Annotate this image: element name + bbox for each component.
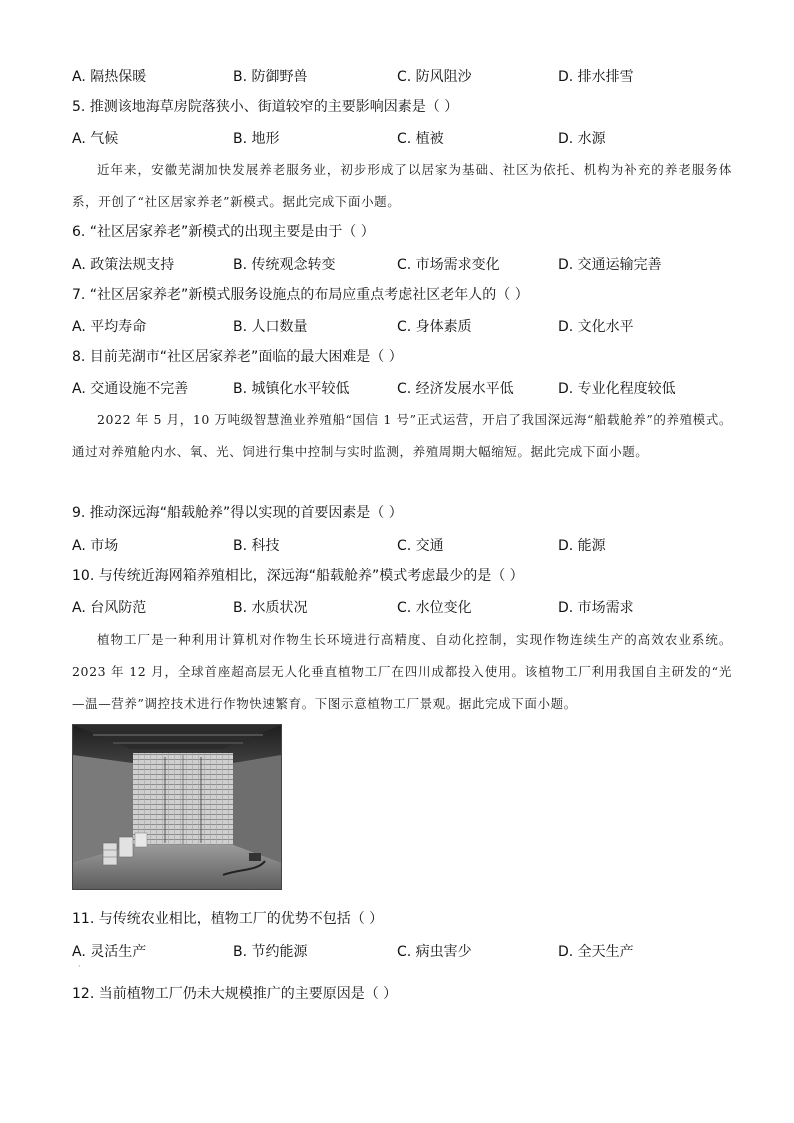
q11-stem: 11. 与传统农业相比，植物工厂的优势不包括（ ） bbox=[72, 911, 384, 927]
q9-stem: 9. 推动深远海“船载舱养”得以实现的首要因素是（ ） bbox=[72, 505, 403, 521]
q5-option-a: A. 气候 bbox=[72, 131, 119, 147]
q4-options bbox=[72, 66, 752, 86]
q6-option-c: C. 市场需求变化 bbox=[397, 257, 500, 273]
q4-option-d: D. 排水排雪 bbox=[558, 69, 634, 85]
passage-fishery-ship: 2022 年 5 月，10 万吨级智慧渔业养殖船“国信 1 号”正式运营，开启了我国深远海“船载舱养”的养殖模式。通过对养殖舱内水、氧、光、饲进行集中控制与实时监测，养殖周期大幅缩短。据此完成下面小题。 bbox=[72, 412, 732, 459]
q11-options bbox=[72, 941, 752, 961]
q8-option-b: B. 城镇化水平较低 bbox=[233, 381, 350, 397]
q7-option-c: C. 身体素质 bbox=[397, 319, 472, 335]
q10-option-c: C. 水位变化 bbox=[397, 600, 472, 616]
q10-option-b: B. 水质状况 bbox=[233, 600, 308, 616]
q4-option-b: B. 防御野兽 bbox=[233, 69, 308, 85]
q5-stem: 5. 推测该地海草房院落狭小、街道较窄的主要影响因素是（ ） bbox=[72, 99, 459, 115]
q7-option-d: D. 文化水平 bbox=[558, 319, 634, 335]
q8-option-c: C. 经济发展水平低 bbox=[397, 381, 514, 397]
q4-option-a: A. 隔热保暖 bbox=[72, 69, 147, 85]
q6-option-a: A. 政策法规支持 bbox=[72, 257, 175, 273]
q7-options bbox=[72, 316, 752, 336]
q12-stem: 12. 当前植物工厂仍未大规模推广的主要原因是（ ） bbox=[72, 986, 398, 1002]
q8-option-a: A. 交通设施不完善 bbox=[72, 381, 189, 397]
q7-stem: 7. “社区居家养老”新模式服务设施点的布局应重点考虑社区老年人的（ ） bbox=[72, 287, 529, 303]
q9-option-a: A. 市场 bbox=[72, 538, 119, 554]
q6-option-b: B. 传统观念转变 bbox=[233, 257, 336, 273]
q4-option-c: C. 防风阻沙 bbox=[397, 69, 472, 85]
plant-factory-photo bbox=[72, 724, 282, 890]
passage-plant-factory: 植物工厂是一种利用计算机对作物生长环境进行高精度、自动化控制，实现作物连续生产的高效农业系统。2023 年 12 月，全球首座超高层无人化垂直植物工厂在四川成都投入使用。该植物工厂利用我国自主研发的“光—温—营养”调控技术进行作物快速繁育。下图示意植物工厂景观。据此完成下面小题。 bbox=[72, 632, 732, 711]
q11-option-d: D. 全天生产 bbox=[558, 944, 634, 960]
q10-option-d: D. 市场需求 bbox=[558, 600, 634, 616]
q11-option-a: A. 灵活生产 bbox=[72, 944, 147, 960]
passage-elderly-care: 近年来，安徽芜湖加快发展养老服务业，初步形成了以居家为基础、社区为依托、机构为补充的养老服务体系，开创了“社区居家养老”新模式。据此完成下面小题。 bbox=[72, 162, 732, 209]
q9-option-b: B. 科技 bbox=[233, 538, 280, 554]
q10-option-a: A. 台风防范 bbox=[72, 600, 147, 616]
q8-stem: 8. 目前芜湖市“社区居家养老”面临的最大困难是（ ） bbox=[72, 349, 403, 365]
q5-option-b: B. 地形 bbox=[233, 131, 280, 147]
q8-option-d: D. 专业化程度较低 bbox=[558, 381, 676, 397]
scan-speck: · bbox=[78, 962, 81, 971]
q5-options bbox=[72, 128, 752, 148]
q9-option-d: D. 能源 bbox=[558, 538, 606, 554]
q6-options bbox=[72, 254, 752, 274]
q9-option-c: C. 交通 bbox=[397, 538, 444, 554]
q9-options bbox=[72, 535, 752, 555]
q6-stem: 6. “社区居家养老”新模式的出现主要是由于（ ） bbox=[72, 224, 375, 240]
q11-option-c: C. 病虫害少 bbox=[397, 944, 472, 960]
q5-option-d: D. 水源 bbox=[558, 131, 606, 147]
q6-option-d: D. 交通运输完善 bbox=[558, 257, 662, 273]
q5-option-c: C. 植被 bbox=[397, 131, 444, 147]
q11-option-b: B. 节约能源 bbox=[233, 944, 308, 960]
q10-options bbox=[72, 597, 752, 617]
q10-stem: 10. 与传统近海网箱养殖相比，深远海“船载舱养”模式考虑最少的是（ ） bbox=[72, 568, 524, 584]
q8-options bbox=[72, 378, 752, 398]
q7-option-b: B. 人口数量 bbox=[233, 319, 308, 335]
q7-option-a: A. 平均寿命 bbox=[72, 319, 147, 335]
